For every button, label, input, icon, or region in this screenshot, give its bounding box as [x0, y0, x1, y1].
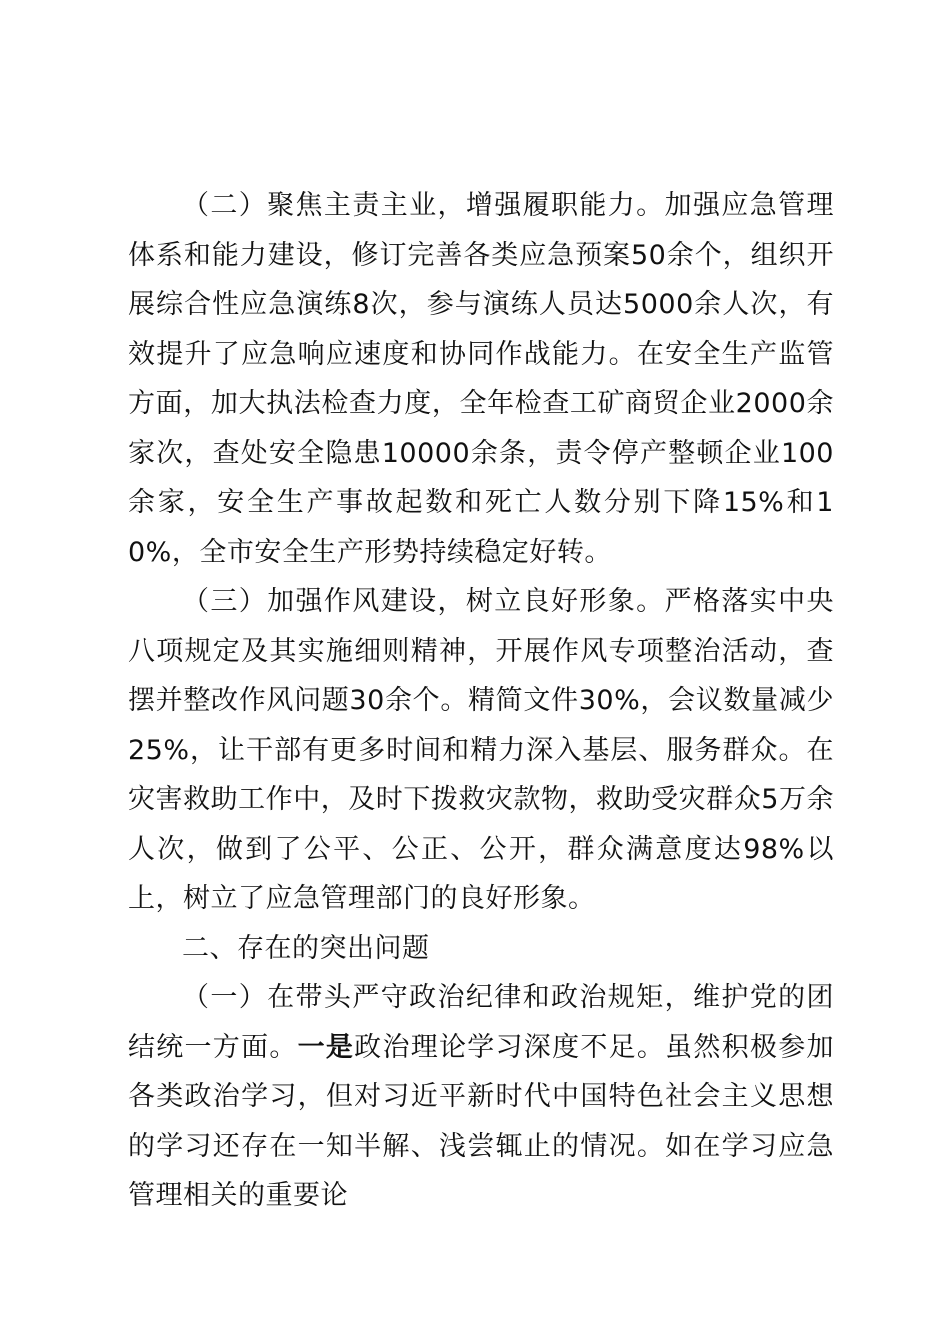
document-body — [128, 181, 834, 1221]
paragraph-performance-duties: （二）聚焦主责主业，增强履职能力。加强应急管理体系和能力建设，修订完善各类应急预案50余个，组织开展综合性应急演练8次，参与演练人员达5000余人次，有效提升了应急响应速度和协同作战能力。在安全生产监管方面，加大执法检查力度，全年检查工矿商贸企业2000余家次，查处安全隐患10000余条，责令停产整顿企业100余家，安全生产事故起数和死亡人数分别下降15%和10%，全市安全生产形势持续稳定好转。 — [128, 190, 834, 568]
section-heading: 二、存在的突出问题 — [182, 932, 430, 964]
bold-marker: 一是 — [297, 1031, 355, 1063]
paragraph-rest: 政治理论学习深度不足。虽然积极参加各类政治学习，但对习近平新时代中国特色社会主义思想的学习还存在一知半解、浅尝辄止的情况。如在学习应急管理相关的重要论 — [128, 1031, 835, 1211]
paragraph-work-style: （三）加强作风建设，树立良好形象。严格落实中央八项规定及其实施细则精神，开展作风专项整治活动，查摆并整改作风问题30余个。精简文件30%，会议数量减少25%，让干部有更多时间和精力深入基层、服务群众。在灾害救助工作中，及时下拨救灾款物，救助受灾群众5万余人次，做到了公平、公正、公开，群众满意度达98%以上，树立了应急管理部门的良好形象。 — [128, 586, 834, 914]
paragraph-lead: （一）在带头严守政治纪律和政治规矩，维护党的团结统一方面。 — [128, 982, 834, 1063]
paragraph-political-discipline — [128, 973, 834, 1221]
